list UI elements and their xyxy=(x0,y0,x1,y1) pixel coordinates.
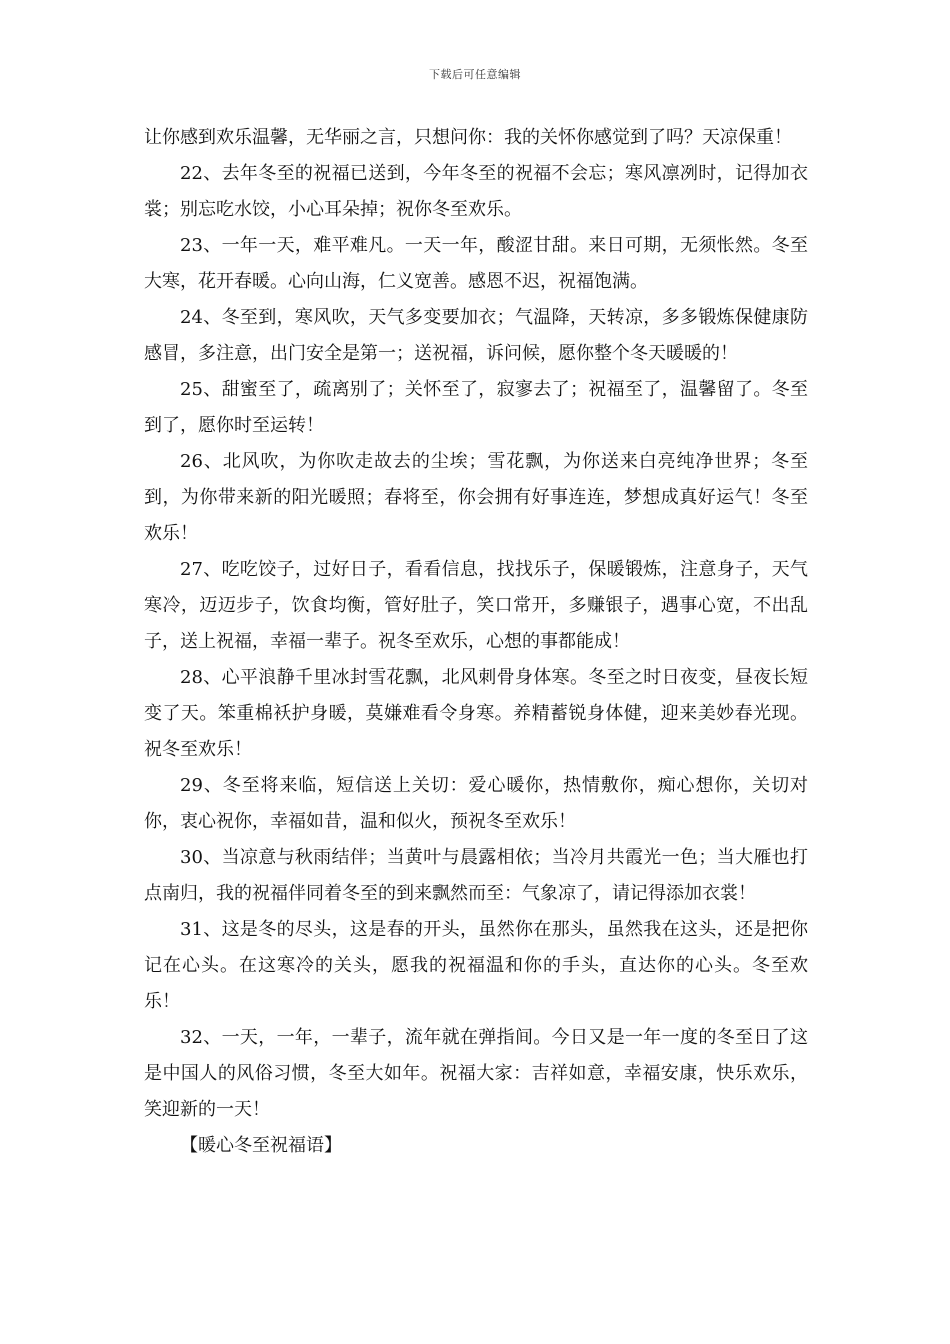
paragraph-item-23: 23、一年一天，难平难凡。一天一年，酸涩甘甜。来日可期，无须怅然。冬至大寒，花开春暖。心向山海，仁义宽善。感恩不迟，祝福饱满。 xyxy=(144,235,808,292)
page-header: 下载后可任意编辑 xyxy=(429,68,521,81)
paragraph-item-25: 25、甜蜜至了，疏离别了；关怀至了，寂寥去了；祝福至了，温馨留了。冬至到了，愿你时至运转！ xyxy=(144,379,808,436)
document-body xyxy=(144,120,808,1164)
paragraph-item-28: 28、心平浪静千里冰封雪花飘，北风刺骨身体寒。冬至之时日夜变，昼夜长短变了天。笨重棉袄护身暖，莫嫌难看令身寒。养精蓄锐身体健，迎来美妙春光现。祝冬至欢乐！ xyxy=(144,667,808,760)
paragraph-item-31: 31、这是冬的尽头，这是春的开头，虽然你在那头，虽然我在这头，还是把你记在心头。在这寒冷的关头，愿我的祝福温和你的手头，直达你的心头。冬至欢乐！ xyxy=(144,919,808,1012)
paragraph-item-22: 22、去年冬至的祝福已送到，今年冬至的祝福不会忘；寒风凛冽时，记得加衣裳；别忘吃水饺，小心耳朵掉；祝你冬至欢乐。 xyxy=(144,163,808,220)
paragraph-item-29: 29、冬至将来临，短信送上关切：爱心暖你，热情敷你，痴心想你，关切对你，衷心祝你，幸福如昔，温和似火，预祝冬至欢乐！ xyxy=(144,775,808,832)
section-title: 【暖心冬至祝福语】 xyxy=(180,1135,342,1156)
paragraph-item-27: 27、吃吃饺子，过好日子，看看信息，找找乐子，保暖锻炼，注意身子，天气寒冷，迈迈步子，饮食均衡，管好肚子，笑口常开，多赚银子，遇事心宽，不出乱子，送上祝福，幸福一辈子。祝冬至欢乐，心想的事都能成！ xyxy=(144,559,808,652)
paragraph-item-26: 26、北风吹，为你吹走故去的尘埃；雪花飘，为你送来白亮纯净世界；冬至到，为你带来新的阳光暖照；春将至，你会拥有好事连连，梦想成真好运气！冬至欢乐！ xyxy=(144,451,808,544)
paragraph-item-30: 30、当凉意与秋雨结伴；当黄叶与晨露相依；当冷月共霞光一色；当大雁也打点南归，我的祝福伴同着冬至的到来飘然而至：气象凉了，请记得添加衣裳！ xyxy=(144,847,808,904)
paragraph-continuation: 让你感到欢乐温馨，无华丽之言，只想问你：我的关怀你感觉到了吗？天凉保重！ xyxy=(144,127,792,148)
paragraph-item-32: 32、一天，一年，一辈子，流年就在弹指间。今日又是一年一度的冬至日了这是中国人的风俗习惯，冬至大如年。祝福大家：吉祥如意，幸福安康，快乐欢乐，笑迎新的一天！ xyxy=(144,1027,808,1120)
paragraph-item-24: 24、冬至到，寒风吹，天气多变要加衣；气温降，天转凉，多多锻炼保健康防感冒，多注意，出门安全是第一；送祝福，诉问候，愿你整个冬天暖暖的！ xyxy=(144,307,808,364)
